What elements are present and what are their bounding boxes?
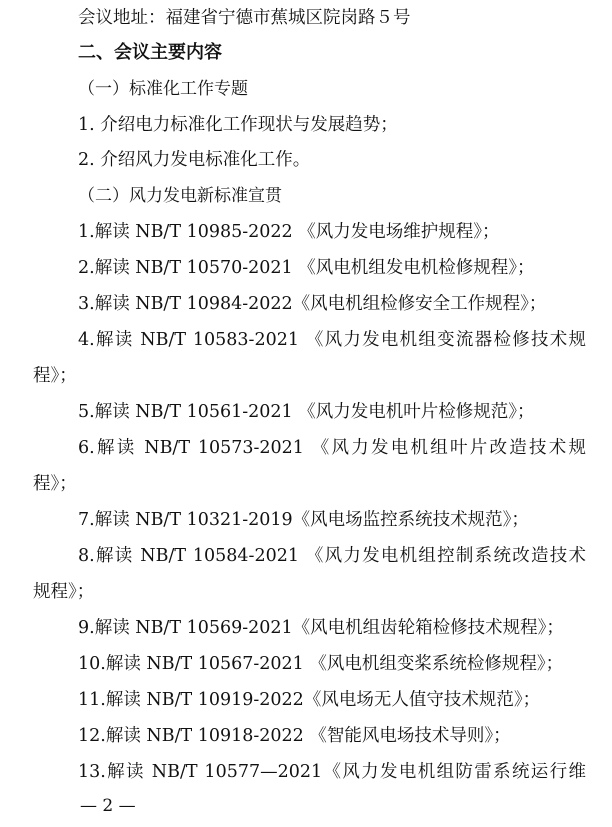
topic-one-heading: （一）标准化工作专题	[78, 79, 248, 99]
standard-item: 7.解读 NB/T 10321-2019《风电场监控系统技术规范》；	[78, 510, 529, 530]
standard-item: 8.解读 NB/T 10584-2021 《风力发电机组控制系统改造技术	[78, 546, 586, 566]
standard-item: 3.解读 NB/T 10984-2022《风电机组检修安全工作规程》；	[78, 294, 547, 314]
section-heading-main-content: 二、会议主要内容	[78, 42, 222, 63]
standard-item: 12.解读 NB/T 10918-2022 《智能风电场技术导则》；	[78, 726, 511, 746]
standard-item: 4.解读 NB/T 10583-2021 《风力发电机组变流器检修技术规	[78, 330, 586, 350]
standard-item-continuation: 规程》；	[33, 582, 95, 602]
standard-item: 5.解读 NB/T 10561-2021 《风力发电机叶片检修规范》；	[78, 402, 535, 422]
standard-item: 13.解读 NB/T 10577—2021《风力发电机组防雷系统运行维	[78, 762, 586, 782]
standard-item-continuation: 程》；	[33, 474, 77, 494]
page-number: — 2 —	[80, 796, 136, 816]
standard-item: 10.解读 NB/T 10567-2021 《风电机组变桨系统检修规程》；	[78, 654, 564, 674]
standard-item-continuation: 程》；	[33, 366, 77, 386]
standard-item: 6.解读 NB/T 10573-2021 《风力发电机组叶片改造技术规	[78, 438, 586, 458]
topic-two-heading: （二）风力发电新标准宣贯	[78, 186, 282, 206]
standard-item: 2.解读 NB/T 10570-2021 《风电机组发电机检修规程》；	[78, 258, 535, 278]
standard-item: 1.解读 NB/T 10985-2022 《风力发电场维护规程》；	[78, 222, 500, 242]
meeting-address: 会议地址：福建省宁德市蕉城区院岗路５号	[78, 8, 411, 28]
standard-item: 9.解读 NB/T 10569-2021《风电机组齿轮箱检修技术规程》；	[78, 618, 564, 638]
topic-one-item: 1. 介绍电力标准化工作现状与发展趋势；	[78, 115, 398, 135]
standard-item: 11.解读 NB/T 10919-2022《风电场无人值守技术规范》；	[78, 690, 541, 710]
topic-one-item: 2. 介绍风力发电标准化工作。	[78, 150, 311, 170]
